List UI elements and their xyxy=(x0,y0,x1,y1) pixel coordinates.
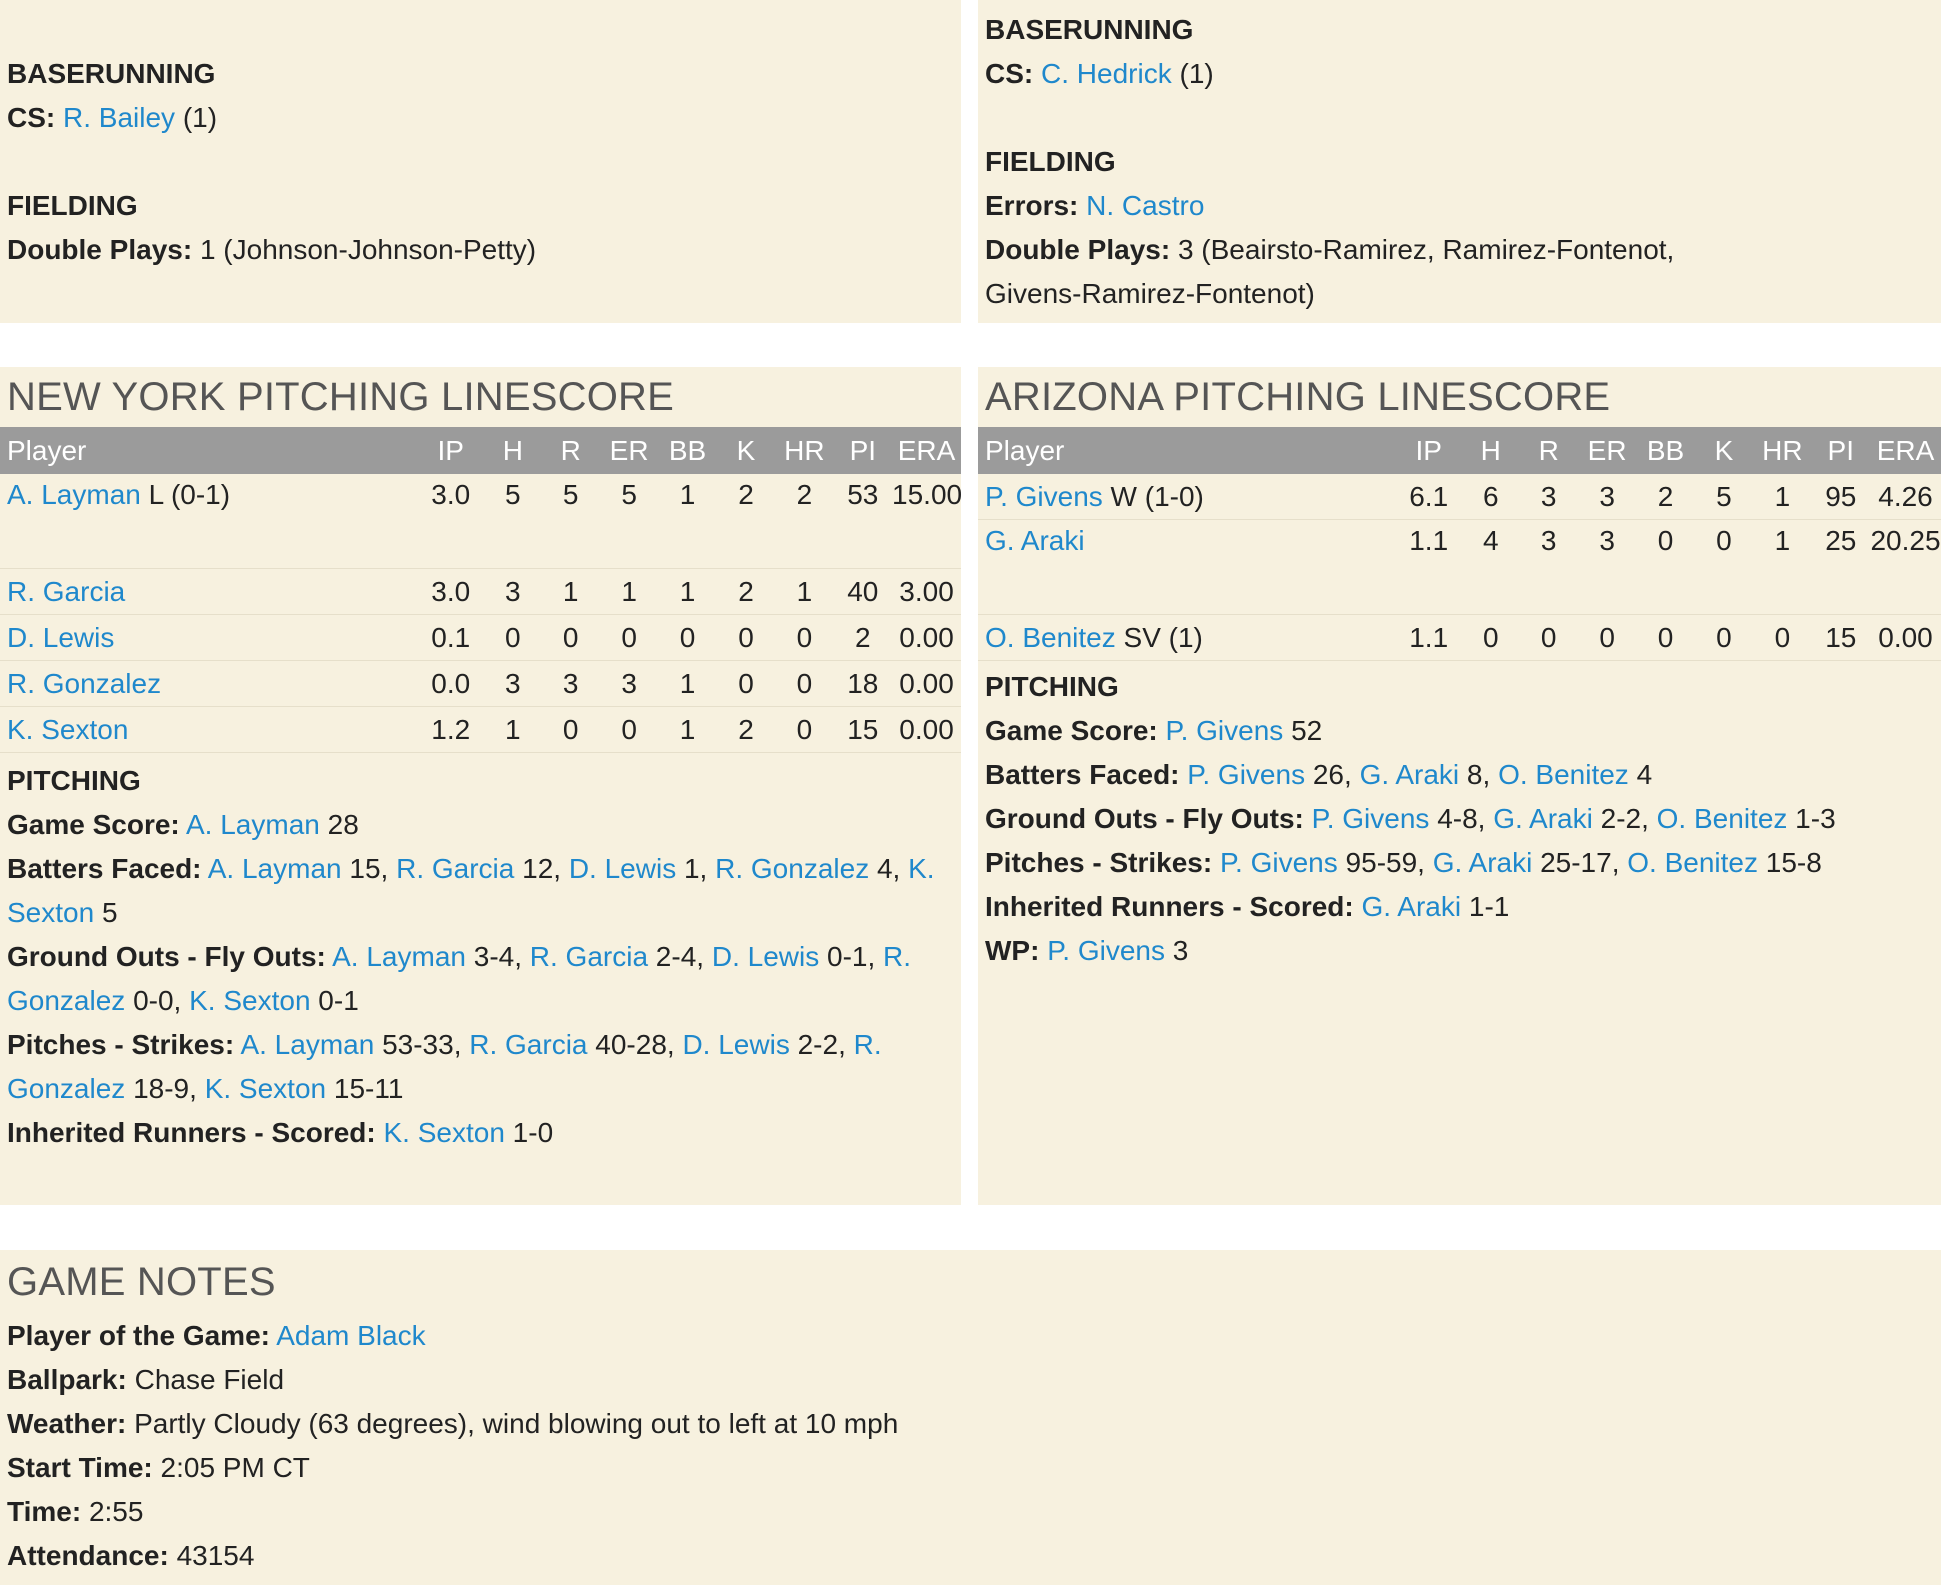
stat-value: 40-28, xyxy=(587,1029,683,1060)
stat-r: 0 xyxy=(542,707,600,753)
col-header[interactable]: K xyxy=(717,427,775,474)
player-link[interactable]: R. Gonzalez xyxy=(7,667,162,699)
player-link[interactable]: O. Benitez xyxy=(1656,803,1788,834)
stat-value: 15-11 xyxy=(326,1073,404,1104)
caught-stealing-line xyxy=(0,96,961,140)
pitches-strikes-label: Pitches - Strikes: xyxy=(7,1029,235,1060)
stat-value: 1-0 xyxy=(504,1117,554,1148)
stat-value: 1-1 xyxy=(1461,891,1510,922)
player-link[interactable]: P. Givens xyxy=(1219,847,1338,878)
errors-line xyxy=(978,184,1941,228)
player-cell xyxy=(0,661,417,707)
dp-label: Double Plays: xyxy=(985,234,1171,265)
batters-faced-line xyxy=(978,753,1941,797)
stat-ip: 1.1 xyxy=(1395,520,1462,615)
stat-hr: 1 xyxy=(775,569,833,615)
az-pitching-title: ARIZONA PITCHING LINESCORE xyxy=(985,375,1611,419)
player-cell xyxy=(0,615,417,661)
player-link[interactable]: A. Layman xyxy=(332,941,466,972)
attendance-line xyxy=(0,1534,1941,1578)
az-baserunning-fielding-panel xyxy=(978,0,1941,323)
stat-h: 3 xyxy=(484,569,541,615)
game-notes-title: GAME NOTES xyxy=(7,1260,276,1304)
stat-bb: 2 xyxy=(1636,474,1694,520)
stat-value: 3 xyxy=(1165,935,1189,966)
player-link[interactable]: R. Garcia xyxy=(529,941,649,972)
fielding-heading: FIELDING xyxy=(7,190,138,221)
pitches-strikes-label: Pitches - Strikes: xyxy=(985,847,1213,878)
table-row xyxy=(0,615,961,661)
stat-bb: 1 xyxy=(658,474,716,569)
ground-fly-outs-line xyxy=(978,797,1941,841)
player-cell xyxy=(0,474,417,569)
stat-k: 5 xyxy=(1695,474,1753,520)
player-link[interactable]: G. Araki xyxy=(1493,803,1593,834)
col-header[interactable]: H xyxy=(484,427,541,474)
decision-note: SV (1) xyxy=(1115,621,1203,653)
stat-er: 3 xyxy=(1578,520,1636,615)
player-link[interactable]: K. Sexton xyxy=(204,1073,327,1104)
player-cell xyxy=(978,474,1395,520)
stat-value: 4-8, xyxy=(1429,803,1494,834)
stat-hr: 0 xyxy=(775,707,833,753)
stat-h: 4 xyxy=(1462,520,1519,615)
player-link[interactable]: N. Castro xyxy=(1086,190,1205,221)
game-score-line xyxy=(978,709,1941,753)
col-header[interactable]: BB xyxy=(1636,427,1694,474)
time-line xyxy=(0,1490,1941,1534)
stat-hr: 1 xyxy=(1753,474,1811,520)
player-link[interactable]: G. Araki xyxy=(985,525,1085,556)
stat-value: 2-4, xyxy=(648,941,712,972)
col-header[interactable]: Player xyxy=(978,427,1395,474)
stat-ip: 1.1 xyxy=(1395,615,1462,661)
stat-h: 5 xyxy=(484,474,541,569)
player-link[interactable]: D. Lewis xyxy=(711,941,820,972)
player-of-game-line xyxy=(0,1314,1941,1358)
fielding-heading: FIELDING xyxy=(985,146,1116,177)
table-row xyxy=(0,474,961,569)
cs-count: (1) xyxy=(1171,58,1214,89)
stat-era: 0.00 xyxy=(892,707,961,753)
stat-r: 5 xyxy=(542,474,600,569)
stat-value: 0-1, xyxy=(819,941,884,972)
col-header[interactable]: HR xyxy=(775,427,833,474)
table-row xyxy=(0,569,961,615)
ny-pitching-title: NEW YORK PITCHING LINESCORE xyxy=(7,375,674,419)
col-header[interactable]: ERA xyxy=(892,427,961,474)
col-header[interactable]: R xyxy=(542,427,600,474)
stat-bb: 1 xyxy=(658,569,716,615)
stat-value: 4 xyxy=(1628,759,1653,790)
wild-pitch-label: WP: xyxy=(985,935,1040,966)
table-row xyxy=(978,474,1941,520)
stat-k: 2 xyxy=(717,569,775,615)
ballpark-label: Ballpark: xyxy=(7,1364,127,1395)
stat-k: 2 xyxy=(717,474,775,569)
stat-hr: 0 xyxy=(775,661,833,707)
stat-k: 0 xyxy=(717,661,775,707)
stat-value: 5 xyxy=(94,897,118,928)
cs-label: CS: xyxy=(985,58,1034,89)
inherited-runners-line xyxy=(978,885,1941,929)
pitches-strikes-line xyxy=(978,841,1941,885)
baserunning-heading: BASERUNNING xyxy=(985,14,1194,45)
stat-pi: 15 xyxy=(834,707,892,753)
player-link[interactable]: R. Gonzalez xyxy=(7,941,912,1016)
player-link[interactable]: R. Garcia xyxy=(7,575,126,607)
col-header[interactable]: BB xyxy=(658,427,716,474)
col-header[interactable]: Player xyxy=(0,427,417,474)
stat-pi: 95 xyxy=(1812,474,1870,520)
start-time-line xyxy=(0,1446,1941,1490)
stat-value: 4, xyxy=(869,853,909,884)
player-cell xyxy=(978,520,1395,615)
stat-value: 18-9, xyxy=(125,1073,205,1104)
game-notes-panel xyxy=(0,1250,1941,1585)
game-score-line xyxy=(0,803,961,847)
weather-value: Partly Cloudy (63 degrees), wind blowing out to left at 10 mph xyxy=(126,1408,899,1439)
stat-h: 0 xyxy=(1462,615,1519,661)
table-header-row xyxy=(978,427,1941,474)
stat-r: 3 xyxy=(1519,520,1577,615)
baserunning-heading: BASERUNNING xyxy=(7,58,216,89)
table-header-row xyxy=(0,427,961,474)
stat-value: 0-0, xyxy=(125,985,190,1016)
player-link[interactable]: R. Garcia xyxy=(469,1029,588,1060)
player-link[interactable]: K. Sexton xyxy=(189,985,311,1016)
stat-er: 0 xyxy=(600,615,658,661)
stat-value: 95-59, xyxy=(1337,847,1433,878)
batters-faced-line xyxy=(0,847,961,935)
player-cell xyxy=(978,615,1395,661)
dp-label: Double Plays: xyxy=(7,234,193,265)
col-header[interactable]: H xyxy=(1462,427,1519,474)
stat-value: 15-8 xyxy=(1758,847,1822,878)
stat-h: 6 xyxy=(1462,474,1519,520)
decision-note: L (0-1) xyxy=(140,479,231,510)
stat-value: 25-17, xyxy=(1532,847,1628,878)
stat-hr: 2 xyxy=(775,474,833,569)
stat-er: 3 xyxy=(600,661,658,707)
col-header[interactable]: R xyxy=(1519,427,1577,474)
stat-k: 0 xyxy=(1695,520,1753,615)
stat-hr: 0 xyxy=(775,615,833,661)
stat-bb: 0 xyxy=(1636,520,1694,615)
decision-note: W (1-0) xyxy=(1102,480,1204,512)
stat-value: 0-1 xyxy=(310,985,359,1016)
player-link[interactable]: K. Sexton xyxy=(383,1117,505,1148)
stat-bb: 1 xyxy=(658,707,716,753)
stat-value: 1-3 xyxy=(1787,803,1836,834)
dp-value: 1 (Johnson-Johnson-Petty) xyxy=(192,234,537,265)
player-link[interactable]: G. Araki xyxy=(1361,891,1462,922)
player-link[interactable]: P. Givens xyxy=(985,480,1103,512)
player-link[interactable]: D. Lewis xyxy=(568,853,677,884)
player-link[interactable]: A. Layman xyxy=(240,1029,375,1060)
ground-fly-outs-label: Ground Outs - Fly Outs: xyxy=(985,803,1304,834)
stat-value: 2-2, xyxy=(1592,803,1657,834)
player-cell xyxy=(0,569,417,615)
col-header[interactable]: PI xyxy=(1812,427,1870,474)
inherited-runners-line xyxy=(0,1111,961,1155)
stat-era: 15.00 xyxy=(892,474,961,569)
game-score-value: 28 xyxy=(319,809,359,840)
stat-value: 3-4, xyxy=(465,941,530,972)
player-link[interactable]: R. Bailey xyxy=(63,102,176,133)
batters-faced-label: Batters Faced: xyxy=(985,759,1180,790)
col-header[interactable]: ER xyxy=(600,427,658,474)
stat-bb: 1 xyxy=(658,661,716,707)
stat-pi: 40 xyxy=(834,569,892,615)
inherited-runners-label: Inherited Runners - Scored: xyxy=(985,891,1354,922)
player-link[interactable]: G. Araki xyxy=(1432,847,1533,878)
col-header[interactable]: ER xyxy=(1578,427,1636,474)
stat-r: 0 xyxy=(1519,615,1577,661)
stat-k: 2 xyxy=(717,707,775,753)
stat-k: 0 xyxy=(1695,615,1753,661)
cs-count: (1) xyxy=(175,102,218,133)
time-label: Time: xyxy=(7,1496,82,1527)
stat-era: 0.00 xyxy=(892,661,961,707)
player-link[interactable]: O. Benitez xyxy=(1498,759,1629,790)
caught-stealing-line xyxy=(978,52,1941,96)
table-row xyxy=(978,520,1941,615)
stat-er: 1 xyxy=(600,569,658,615)
dp-value: 3 (Beairsto-Ramirez, Ramirez-Fontenot, xyxy=(1170,234,1675,265)
player-link[interactable]: C. Hedrick xyxy=(1041,58,1172,89)
pitching-heading: PITCHING xyxy=(7,765,141,796)
pitching-heading: PITCHING xyxy=(985,671,1119,702)
potg-label: Player of the Game: xyxy=(7,1320,270,1351)
attendance-label: Attendance: xyxy=(7,1540,169,1571)
stat-value: 12, xyxy=(514,853,569,884)
col-header[interactable]: PI xyxy=(834,427,892,474)
col-header[interactable]: HR xyxy=(1753,427,1811,474)
stat-r: 1 xyxy=(542,569,600,615)
az-pitching-panel xyxy=(978,367,1941,1205)
stat-ip: 3.0 xyxy=(417,474,484,569)
game-score-label: Game Score: xyxy=(7,809,180,840)
batters-faced-label: Batters Faced: xyxy=(7,853,202,884)
weather-label: Weather: xyxy=(7,1408,127,1439)
inherited-runners-label: Inherited Runners - Scored: xyxy=(7,1117,376,1148)
player-link[interactable]: P. Givens xyxy=(1047,935,1165,966)
player-link[interactable]: A. Layman xyxy=(7,479,141,510)
player-link[interactable]: R. Gonzalez xyxy=(715,853,870,884)
game-score-value: 52 xyxy=(1283,715,1323,746)
player-link[interactable]: Adam Black xyxy=(276,1320,426,1351)
stat-value: 26, xyxy=(1305,759,1360,790)
cs-label: CS: xyxy=(7,102,56,133)
double-plays-line xyxy=(0,228,961,272)
stat-er: 5 xyxy=(600,474,658,569)
ny-baserunning-fielding-panel xyxy=(0,0,961,323)
stat-value: 53-33, xyxy=(374,1029,470,1060)
start-time-label: Start Time: xyxy=(7,1452,153,1483)
player-link[interactable]: O. Benitez xyxy=(985,621,1116,653)
table-row xyxy=(0,707,961,753)
player-link[interactable]: R. Garcia xyxy=(396,853,515,884)
player-link[interactable]: R. Gonzalez xyxy=(7,1029,882,1104)
az-pitching-table xyxy=(978,427,1941,661)
stat-pi: 15 xyxy=(1812,615,1870,661)
player-link[interactable]: P. Givens xyxy=(1311,803,1430,834)
stat-bb: 0 xyxy=(1636,615,1694,661)
stat-era: 0.00 xyxy=(1870,615,1941,661)
ground-fly-outs-line xyxy=(0,935,961,1023)
stat-bb: 0 xyxy=(658,615,716,661)
stat-k: 0 xyxy=(717,615,775,661)
stat-h: 0 xyxy=(484,615,541,661)
player-link[interactable]: D. Lewis xyxy=(7,621,115,653)
start-time-value: 2:05 PM CT xyxy=(152,1452,310,1483)
stat-er: 3 xyxy=(1578,474,1636,520)
stat-er: 0 xyxy=(1578,615,1636,661)
player-link[interactable]: D. Lewis xyxy=(682,1029,790,1060)
stat-er: 0 xyxy=(600,707,658,753)
game-score-label: Game Score: xyxy=(985,715,1158,746)
stat-h: 1 xyxy=(484,707,541,753)
stat-r: 3 xyxy=(542,661,600,707)
time-value: 2:55 xyxy=(81,1496,144,1527)
stat-era: 0.00 xyxy=(892,615,961,661)
player-link[interactable]: K. Sexton xyxy=(7,713,129,745)
stat-era: 3.00 xyxy=(892,569,961,615)
stat-ip: 0.0 xyxy=(417,661,484,707)
stat-era: 4.26 xyxy=(1870,474,1941,520)
player-link[interactable]: K. Sexton xyxy=(7,853,935,928)
stat-ip: 3.0 xyxy=(417,569,484,615)
weather-line xyxy=(0,1402,1941,1446)
ballpark-value: Chase Field xyxy=(126,1364,285,1395)
player-link[interactable]: P. Givens xyxy=(1187,759,1306,790)
stat-pi: 2 xyxy=(834,615,892,661)
player-link[interactable]: G. Araki xyxy=(1359,759,1460,790)
stat-value: 1, xyxy=(676,853,716,884)
stat-r: 3 xyxy=(1519,474,1577,520)
stat-value: 2-2, xyxy=(789,1029,854,1060)
stat-ip: 1.2 xyxy=(417,707,484,753)
table-row xyxy=(0,661,961,707)
col-header[interactable]: IP xyxy=(417,427,484,474)
player-link[interactable]: A. Layman xyxy=(207,853,342,884)
table-row xyxy=(978,615,1941,661)
stat-r: 0 xyxy=(542,615,600,661)
pitches-strikes-line xyxy=(0,1023,961,1111)
double-plays-line-continued xyxy=(978,272,1941,316)
player-link[interactable]: A. Layman xyxy=(185,809,320,840)
stat-pi: 25 xyxy=(1812,520,1870,615)
wild-pitch-line xyxy=(978,929,1941,973)
stat-h: 3 xyxy=(484,661,541,707)
stat-pi: 53 xyxy=(834,474,892,569)
stat-era: 20.25 xyxy=(1870,520,1941,615)
stat-value: 8, xyxy=(1459,759,1499,790)
player-link[interactable]: P. Givens xyxy=(1165,715,1284,746)
player-link[interactable]: O. Benitez xyxy=(1627,847,1758,878)
col-header[interactable]: IP xyxy=(1395,427,1462,474)
col-header[interactable]: ERA xyxy=(1870,427,1941,474)
col-header[interactable]: K xyxy=(1695,427,1753,474)
player-cell xyxy=(0,707,417,753)
double-plays-line xyxy=(978,228,1941,272)
ballpark-line xyxy=(0,1358,1941,1402)
attendance-value: 43154 xyxy=(168,1540,255,1571)
ground-fly-outs-label: Ground Outs - Fly Outs: xyxy=(7,941,326,972)
dp-value-continued: Givens-Ramirez-Fontenot) xyxy=(985,278,1315,309)
ny-pitching-table xyxy=(0,427,961,753)
stat-value: 15, xyxy=(341,853,397,884)
stat-ip: 6.1 xyxy=(1395,474,1462,520)
errors-label: Errors: xyxy=(985,190,1079,221)
stat-pi: 18 xyxy=(834,661,892,707)
stat-ip: 0.1 xyxy=(417,615,484,661)
stat-hr: 0 xyxy=(1753,615,1811,661)
ny-pitching-panel xyxy=(0,367,961,1205)
stat-hr: 1 xyxy=(1753,520,1811,615)
